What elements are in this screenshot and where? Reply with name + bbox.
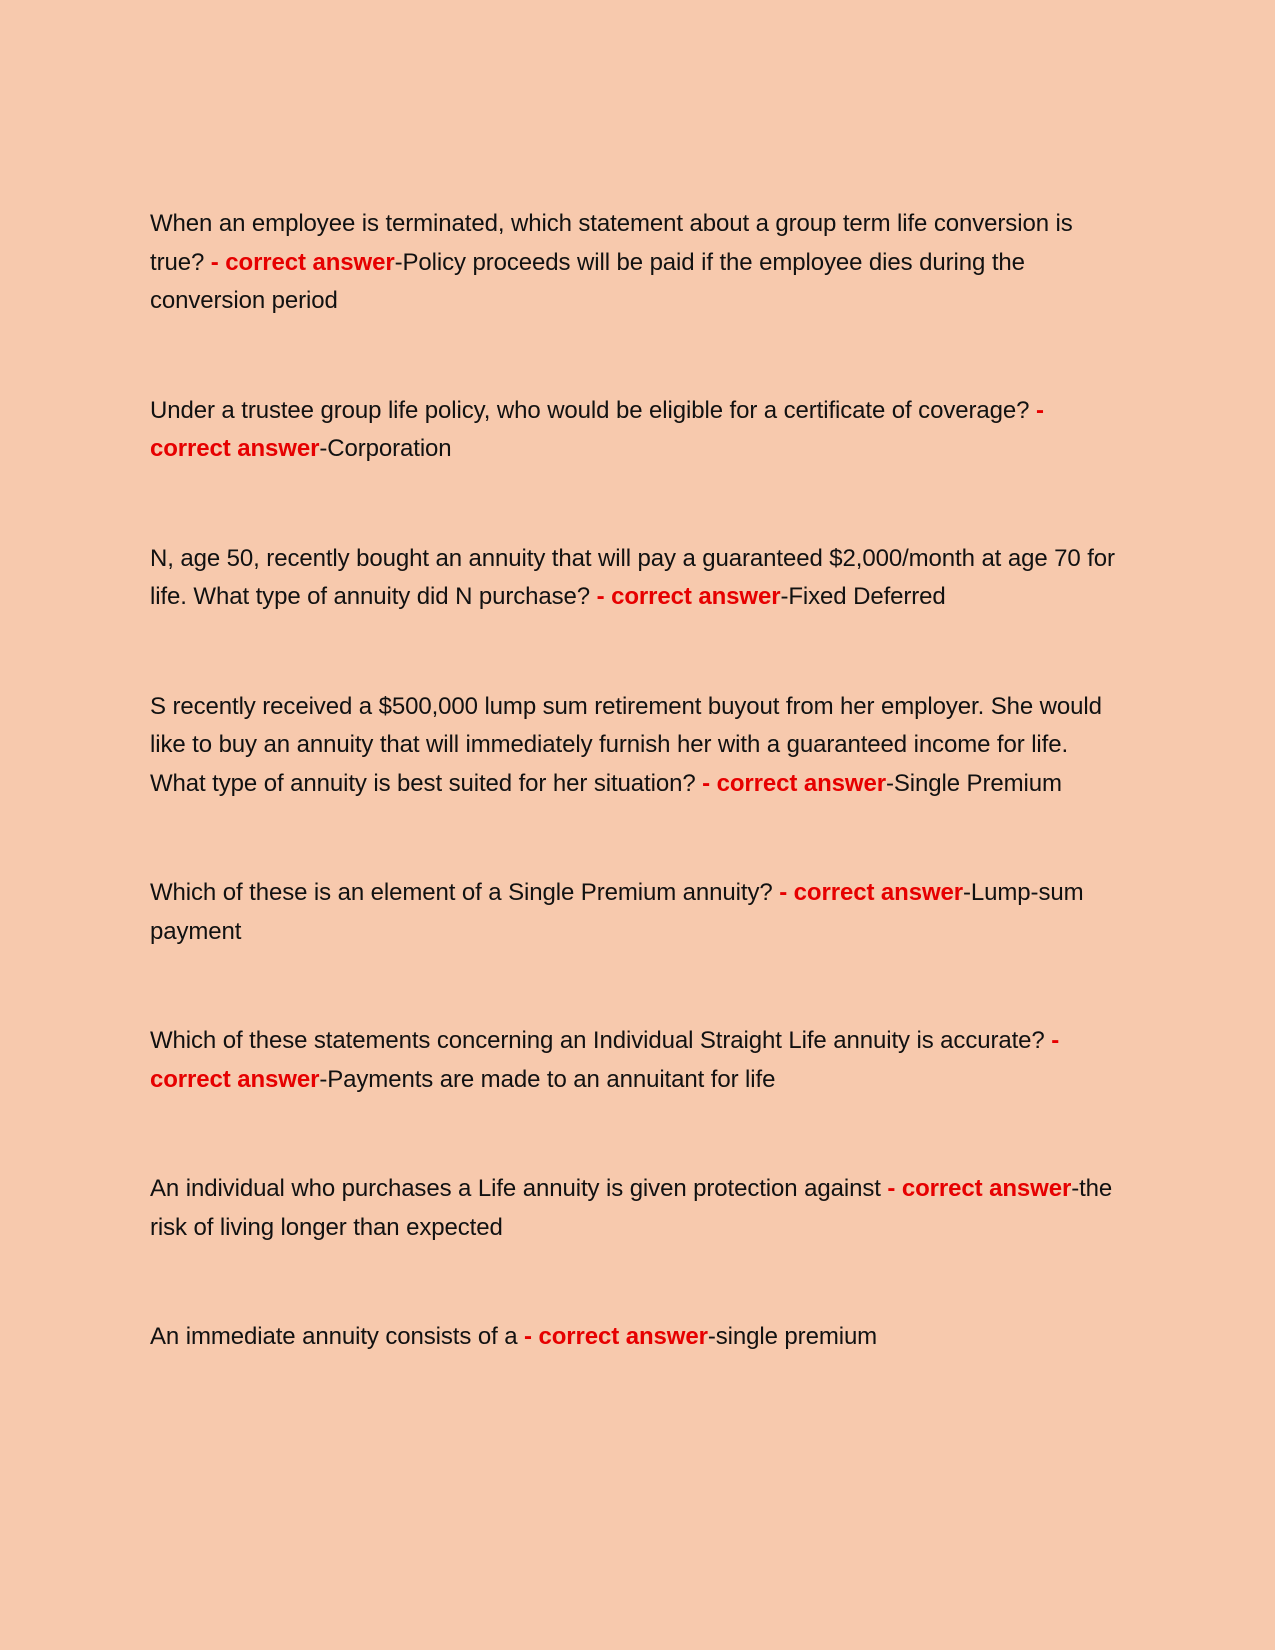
answer-text: -Lump-sum payment	[150, 879, 1084, 945]
question-text: Which of these statements concerning an Individual Straight Life annuity is accurate?	[150, 1027, 1045, 1054]
answer-text: -Single Premium	[885, 769, 1062, 797]
correct-answer-marker: - correct answer	[887, 1175, 1072, 1202]
question-text: N, age 50, recently bought an annuity that will pay a guaranteed $2,000/month at age 70 for life. What type of annuity did N purchase?	[150, 544, 1115, 610]
qa-item-3	[150, 540, 1125, 617]
qa-item-4	[150, 688, 1125, 804]
question-text: An individual who purchases a Life annuity is given protection against	[150, 1175, 881, 1202]
qa-item-1	[150, 205, 1125, 321]
answer-text: -single premium	[707, 1323, 878, 1350]
question-text: S recently received a $500,000 lump sum retirement buyout from her employer. She would like to buy an annuity that will immediately furnish her with a guaranteed income for life. What type of annuity is best suited for her situation?	[150, 692, 1102, 797]
correct-answer-marker: - correct answer	[150, 396, 1044, 462]
correct-answer-marker: - correct answer	[596, 583, 781, 610]
answer-text: -the risk of living longer than expected	[150, 1175, 1113, 1241]
question-text: When an employee is terminated, which statement about a group term life conversion is true?	[150, 210, 1073, 276]
question-text: Which of these is an element of a Single Premium annuity?	[150, 879, 773, 906]
correct-answer-marker: - correct answer	[524, 1323, 708, 1350]
qa-item-7	[150, 1170, 1125, 1247]
answer-text: -Policy proceeds will be paid if the employee dies during the conversion period	[150, 248, 1025, 314]
qa-item-5	[150, 874, 1125, 951]
question-text: Under a trustee group life policy, who would be eligible for a certificate of coverage?	[150, 396, 1030, 424]
answer-text: -Fixed Deferred	[780, 583, 946, 610]
question-text: An immediate annuity consists of a	[150, 1323, 518, 1350]
question-answer-list	[150, 205, 1125, 1357]
answer-text: -Corporation	[319, 435, 452, 462]
answer-text: -Payments are made to an annuitant for life	[319, 1065, 776, 1093]
correct-answer-marker: - correct answer	[150, 1027, 1060, 1093]
qa-item-2	[150, 392, 1125, 469]
qa-item-6	[150, 1022, 1125, 1099]
correct-answer-marker: - correct answer	[779, 879, 964, 906]
qa-item-8	[150, 1318, 1125, 1357]
correct-answer-marker: - correct answer	[702, 769, 886, 797]
correct-answer-marker: - correct answer	[210, 248, 395, 276]
